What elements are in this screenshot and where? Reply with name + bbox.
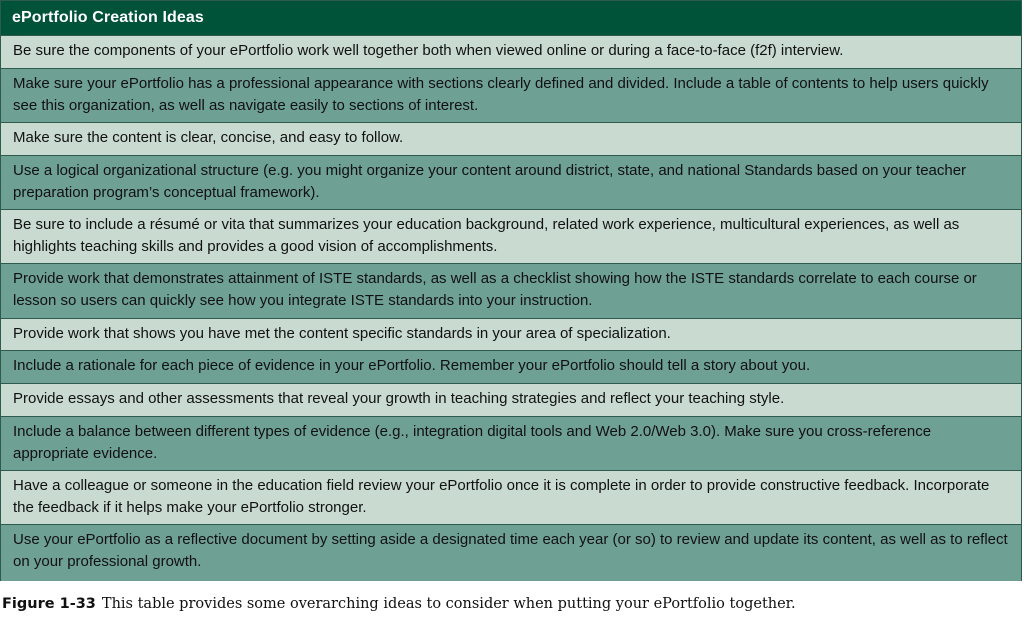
table-row: Make sure the content is clear, concise, and easy to follow. xyxy=(1,122,1021,155)
table-row: Use a logical organizational structure (e.g. you might organize your content around district, state, and national Standards based on your teacher preparation program’s conceptual framework). xyxy=(1,155,1021,209)
table-row: Provide work that demonstrates attainment of ISTE standards, as well as a checklist showing how the ISTE standards correlate to each course or lesson so users can quickly see how you integrate ISTE standards into your instruction. xyxy=(1,263,1021,318)
table-header: ePortfolio Creation Ideas xyxy=(1,1,1021,35)
caption-text: This table provides some overarching ideas to consider when putting your ePortfolio together. xyxy=(101,596,796,612)
table-row: Provide work that shows you have met the content specific standards in your area of specialization. xyxy=(1,318,1021,350)
table-row: Include a balance between different types of evidence (e.g., integration digital tools and Web 2.0/Web 3.0). Make sure you cross-reference appropriate evidence. xyxy=(1,416,1021,470)
table-row: Be sure the components of your ePortfolio work well together both when viewed online or during a face-to-face (f2f) interview. xyxy=(1,35,1021,68)
table-row: Provide essays and other assessments that reveal your growth in teaching strategies and reflect your teaching style. xyxy=(1,383,1021,416)
table-row: Have a colleague or someone in the education field review your ePortfolio once it is complete in order to provide constructive feedback. Incorporate the feedback if it helps make your ePortfolio stronger. xyxy=(1,470,1021,524)
table-row: Use your ePortfolio as a reflective document by setting aside a designated time each year (or so) to review and update its content, as well as to reflect on your professional growth. xyxy=(1,524,1021,581)
table-row: Be sure to include a résumé or vita that summarizes your education background, related work experience, multicultural experiences, as well as highlights teaching skills and provides a good vision of accomplishments. xyxy=(1,209,1021,263)
table-row: Make sure your ePortfolio has a professional appearance with sections clearly defined and divided. Include a table of contents to help users quickly see this organization, as well as navigate easily to sections of interest. xyxy=(1,68,1021,122)
figure-label: Figure 1-33 xyxy=(2,596,96,612)
table-row: Include a rationale for each piece of evidence in your ePortfolio. Remember your ePortfolio should tell a story about you. xyxy=(1,350,1021,383)
figure-caption xyxy=(2,596,796,612)
table-body xyxy=(1,35,1021,580)
